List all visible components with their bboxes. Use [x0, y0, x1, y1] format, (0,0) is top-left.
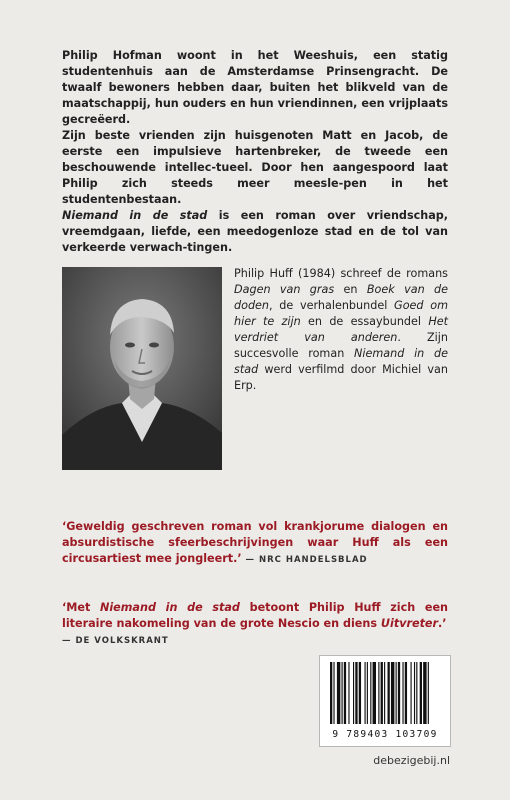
- barcode-bars: [320, 656, 450, 728]
- barcode-bar: [367, 662, 368, 724]
- review-source: NRC HANDELSBLAD: [259, 555, 368, 565]
- barcode-bar: [370, 662, 371, 724]
- barcode-bar: [381, 662, 383, 724]
- barcode-bar: [384, 662, 385, 724]
- publisher-url: debezigebij.nl: [373, 754, 450, 767]
- barcode-bar: [402, 662, 403, 724]
- barcode-bar: [414, 662, 415, 724]
- barcode-bar: [396, 662, 397, 724]
- barcode-bar: [353, 662, 354, 724]
- barcode-bar: [405, 662, 407, 724]
- barcode: [319, 655, 451, 747]
- author-bio: Philip Huff (1984) schreef de romans Dagen van gras en Boek van de doden, de verhalenbundel Goed om hier te zijn en de essaybundel Het verdriet van anderen. Zijn succesvolle roman Niemand in de stad werd verfilmd door Michiel van Erp.: [234, 267, 449, 392]
- barcode-bar: [348, 662, 349, 724]
- barcode-bar: [344, 662, 346, 724]
- barcode-bar: [355, 662, 357, 724]
- barcode-bar: [378, 662, 379, 724]
- barcode-bar: [373, 662, 376, 724]
- barcode-bar: [411, 662, 412, 724]
- review-quote-nrc: ‘Geweldig geschreven roman vol krankjorume dialogen en absurdistische sfeerbeschrijvingen waar Huff als een circusartiest mee jongleert.’ — NRC HANDELSBLAD: [62, 520, 448, 565]
- synopsis-paragraph-1: Philip Hofman woont in het Weeshuis, een statig studentenhuis aan de Amsterdamse Prinsengracht. De twaalf bewoners hebben daar, buiten het blikveld van de maatschappij, hun ouders en hun vriendinnen, een vrijplaats gecreëerd.: [62, 49, 448, 126]
- review-source: DE VOLKSKRANT: [75, 636, 169, 646]
- barcode-bar: [388, 662, 390, 724]
- barcode-bar: [398, 662, 400, 724]
- barcode-bar: [423, 662, 426, 724]
- synopsis-paragraph-2: Zijn beste vrienden zijn huisgenoten Matt en Jacob, de eerste een impulsieve hartenbreker, de tweede een beschouwende intellec-tueel. Door hen aangespoord laat Philip zich steeds meer meesle-pen in het studentenbestaan.: [62, 129, 448, 206]
- review-quote-volkskrant: ‘Met Niemand in de stad betoont Philip Huff zich een literaire nakomeling van de grote Nescio en diens Uitvreter.’ — DE VOLKSKRANT: [62, 601, 448, 646]
- barcode-bar: [330, 662, 332, 724]
- barcode-bar: [342, 662, 343, 724]
- isbn-number: 9 789403 103709: [332, 729, 438, 740]
- barcode-bar: [365, 662, 366, 724]
- barcode-bar: [333, 662, 334, 724]
- barcode-bar: [428, 662, 429, 724]
- book-title: Niemand in de stad: [62, 209, 208, 222]
- barcode-bar: [420, 662, 422, 724]
- synopsis-paragraph-3: Niemand in de stad is een roman over vriendschap, vreemdgaan, liefde, een meedogenloze stad en de tol van verkeerde verwach-tingen.: [62, 209, 449, 254]
- author-photo: [62, 267, 222, 470]
- barcode-bar: [391, 662, 394, 724]
- barcode-bar: [337, 662, 340, 724]
- barcode-bar: [359, 662, 361, 724]
- author-portrait-image: [62, 267, 222, 470]
- synopsis: [62, 48, 448, 256]
- barcode-bar: [416, 662, 417, 724]
